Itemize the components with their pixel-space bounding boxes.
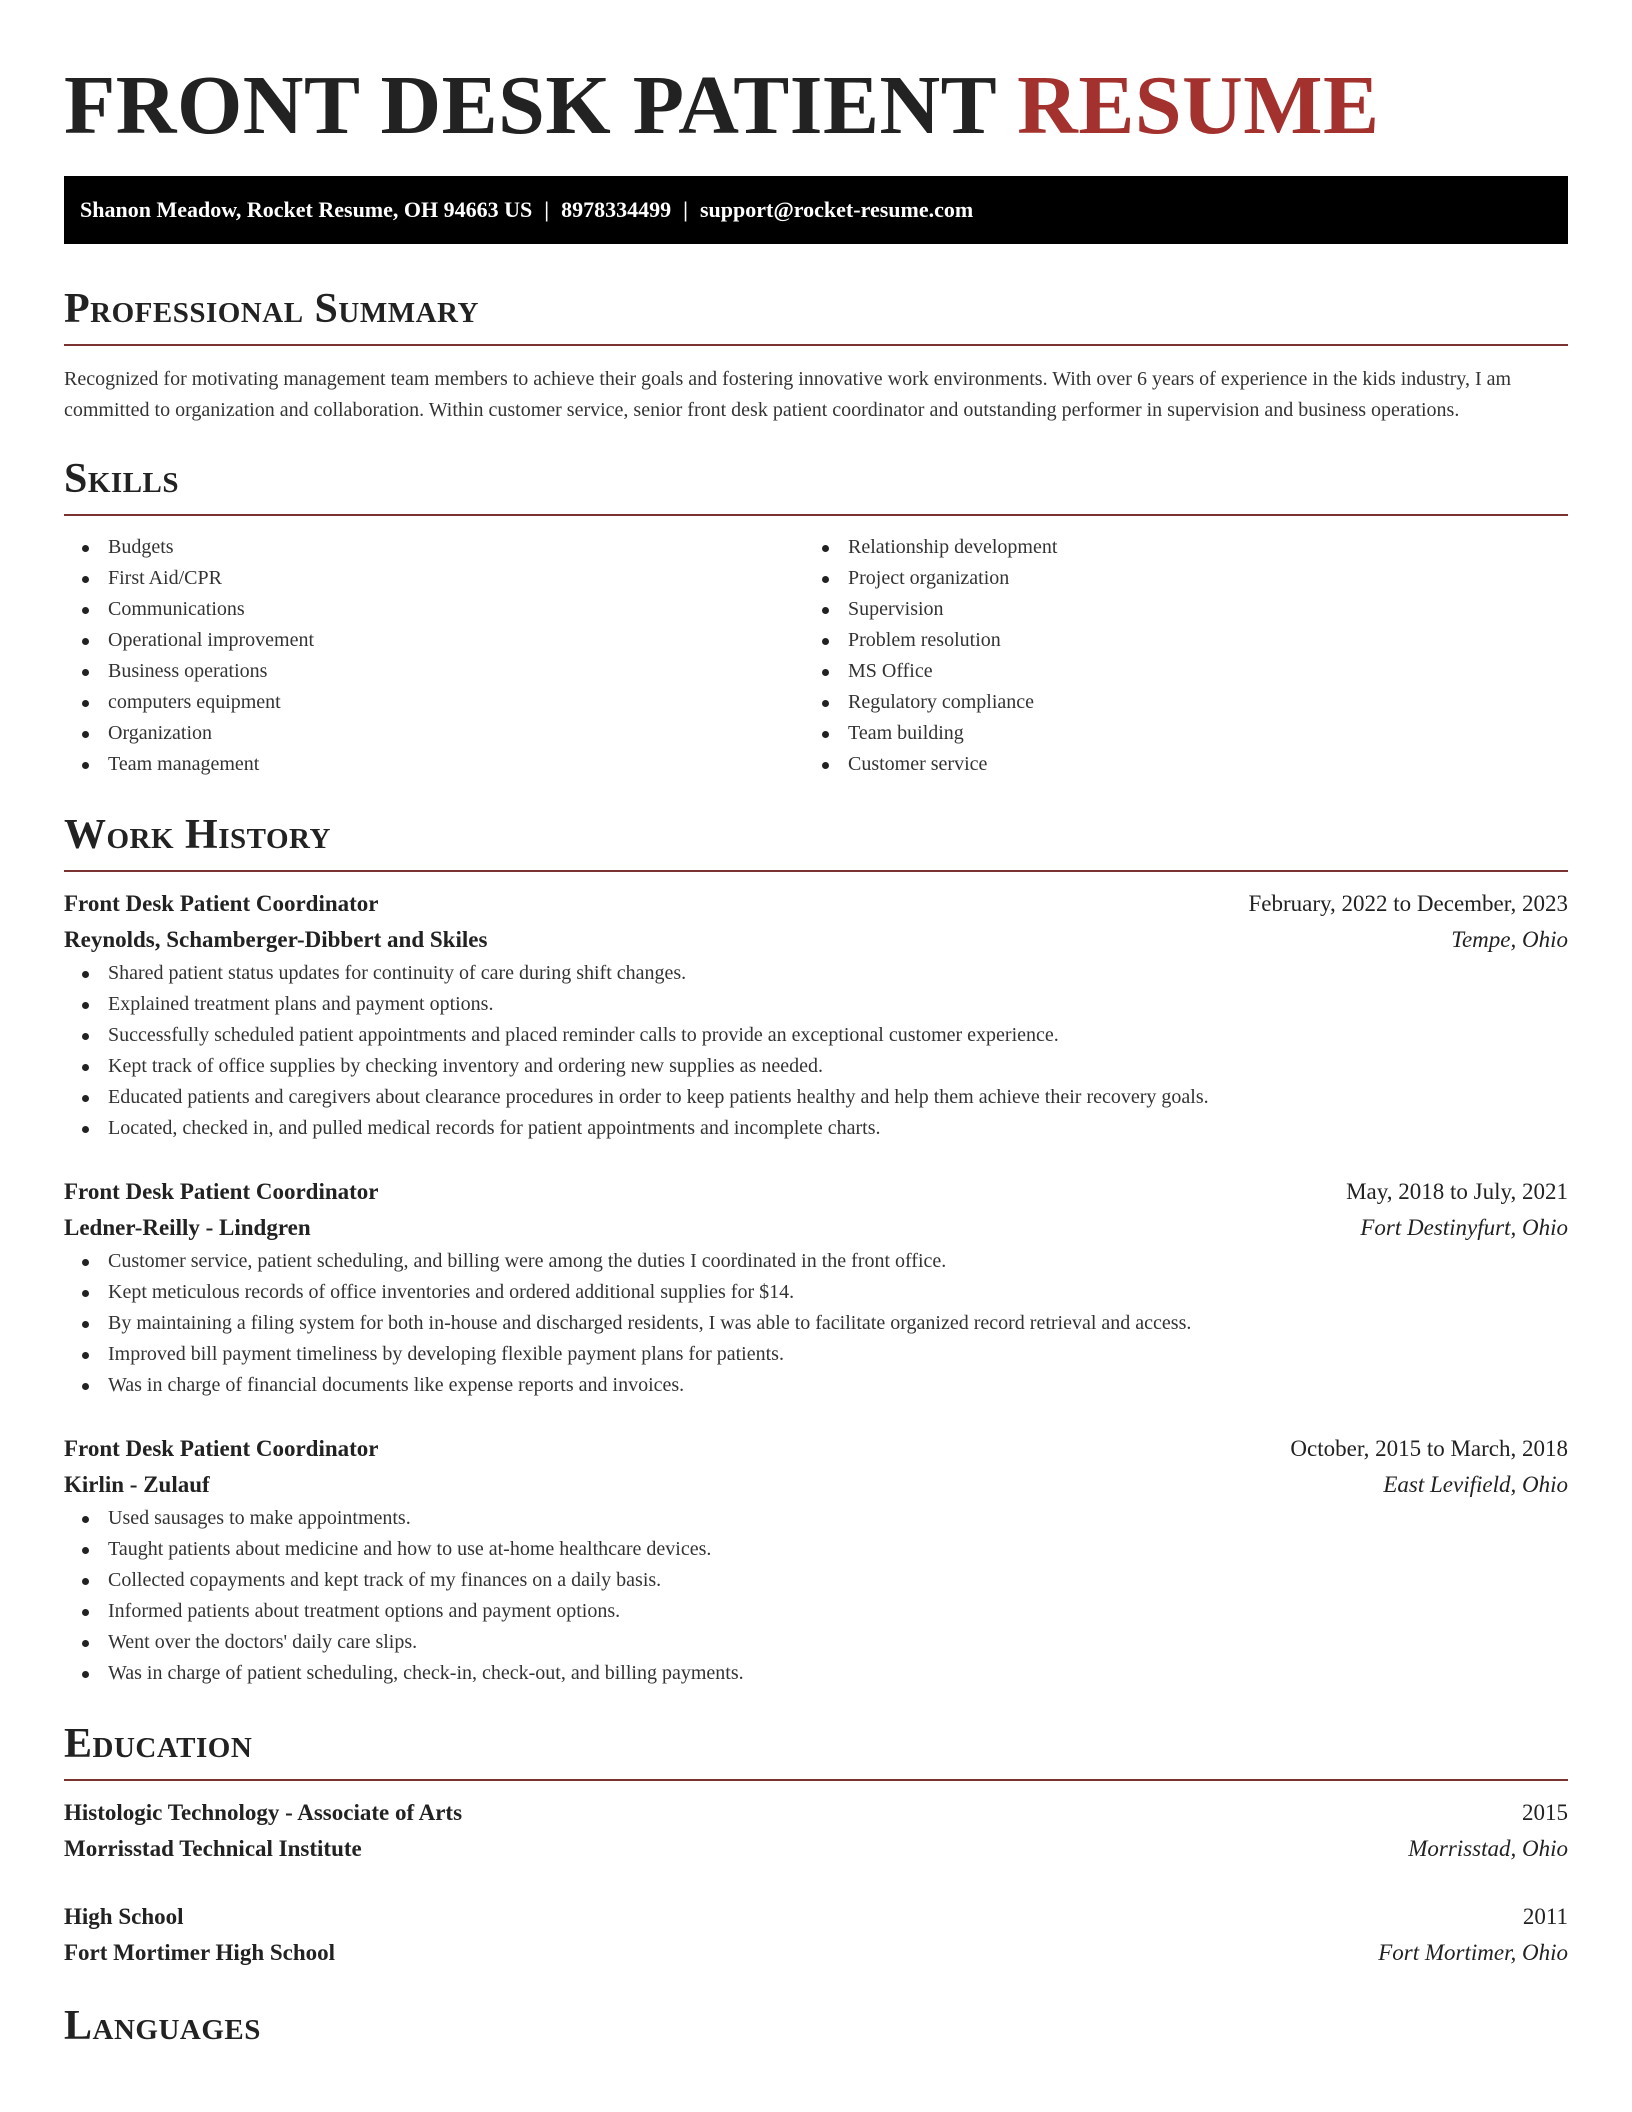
job-duties-list [64, 958, 1568, 1144]
job-dates: October, 2015 to March, 2018 [1290, 1436, 1568, 1461]
summary-text: Recognized for motivating management team members to achieve their goals and fostering innovative work environments. With over 6 years of experience in the kids industry, I am committed to organization and collaboration. Within customer service, senior front desk patient coordinator and outstanding performer in supervision and business operations. [64, 368, 1512, 421]
job-company: Ledner-Reilly - Lindgren [64, 1215, 311, 1240]
job-duty: Successfully scheduled patient appointments and placed reminder calls to provide an exceptional customer experience. [64, 1020, 1568, 1051]
job-entry [64, 886, 1568, 1144]
job-duty: Located, checked in, and pulled medical records for patient appointments and incomplete charts. [64, 1113, 1568, 1144]
education-degree-row [64, 1795, 1568, 1831]
job-location: East Levifield, Ohio [1383, 1472, 1568, 1497]
job-company-row [64, 1210, 1568, 1246]
summary-heading: Professional Summary [64, 286, 479, 332]
job-duty: Kept meticulous records of office inventories and ordered additional supplies for $14. [64, 1277, 1568, 1308]
education-section [64, 1719, 1568, 1971]
education-heading: Education [64, 1721, 253, 1767]
job-duty: Used sausages to make appointments. [64, 1503, 1568, 1534]
skills-list-left [64, 532, 804, 780]
contact-email: support@rocket-resume.com [699, 197, 974, 222]
job-duty: Improved bill payment timeliness by developing flexible payment plans for patients. [64, 1339, 1568, 1370]
job-dates: May, 2018 to July, 2021 [1346, 1179, 1568, 1204]
contact-bar [64, 176, 1568, 244]
education-school-row [64, 1935, 1568, 1971]
job-company: Kirlin - Zulauf [64, 1472, 210, 1497]
job-header-row [64, 1431, 1568, 1467]
skill-item: Budgets [64, 532, 804, 563]
skill-item: Project organization [804, 563, 1544, 594]
work-history-section [64, 810, 1568, 1689]
job-role: Front Desk Patient Coordinator [64, 891, 379, 916]
job-duty: Kept track of office supplies by checking inventory and ordering new supplies as needed. [64, 1051, 1568, 1082]
job-location: Tempe, Ohio [1451, 927, 1568, 952]
education-degree: Histologic Technology - Associate of Arts [64, 1800, 463, 1825]
education-school: Fort Mortimer High School [64, 1940, 336, 1965]
education-location: Fort Mortimer, Ohio [1378, 1940, 1568, 1965]
education-entry [64, 1899, 1568, 1971]
skill-item: MS Office [804, 656, 1544, 687]
skill-item: Operational improvement [64, 625, 804, 656]
section-divider [64, 344, 1568, 346]
job-role: Front Desk Patient Coordinator [64, 1179, 379, 1204]
skill-item: First Aid/CPR [64, 563, 804, 594]
languages-section [64, 2001, 1568, 2051]
resume-title [64, 56, 1568, 156]
job-duties-list [64, 1246, 1568, 1401]
skills-grid [64, 532, 1568, 780]
skill-item: Customer service [804, 749, 1544, 780]
education-school-row [64, 1831, 1568, 1867]
skill-item: Regulatory compliance [804, 687, 1544, 718]
job-duty: Collected copayments and kept track of my finances on a daily basis. [64, 1565, 1568, 1596]
languages-heading: Languages [64, 2003, 261, 2049]
job-duties-list [64, 1503, 1568, 1689]
education-degree-row [64, 1899, 1568, 1935]
job-entry [64, 1174, 1568, 1401]
job-company: Reynolds, Schamberger-Dibbert and Skiles [64, 927, 488, 952]
education-location: Morrisstad, Ohio [1408, 1836, 1568, 1861]
job-duty: Taught patients about medicine and how to use at-home healthcare devices. [64, 1534, 1568, 1565]
job-duty: Explained treatment plans and payment options. [64, 989, 1568, 1020]
education-degree: High School [64, 1904, 184, 1929]
skill-item: Business operations [64, 656, 804, 687]
work-history-heading: Work History [64, 812, 331, 858]
job-duty: Went over the doctors' daily care slips. [64, 1627, 1568, 1658]
job-duty: Customer service, patient scheduling, and billing were among the duties I coordinated in the front office. [64, 1246, 1568, 1277]
education-year: 2011 [1522, 1904, 1568, 1929]
job-duty: Was in charge of financial documents like expense reports and invoices. [64, 1370, 1568, 1401]
job-dates: February, 2022 to December, 2023 [1248, 891, 1568, 916]
section-divider [64, 1779, 1568, 1781]
education-school: Morrisstad Technical Institute [64, 1836, 362, 1861]
contact-separator: | [683, 197, 688, 222]
skill-item: Team building [804, 718, 1544, 749]
skill-item: Communications [64, 594, 804, 625]
job-location: Fort Destinyfurt, Ohio [1360, 1215, 1568, 1240]
skill-item: Problem resolution [804, 625, 1544, 656]
job-company-row [64, 922, 1568, 958]
title-accent: RESUME [1017, 59, 1380, 152]
skill-item: Relationship development [804, 532, 1544, 563]
job-header-row [64, 886, 1568, 922]
skill-item: Organization [64, 718, 804, 749]
skill-item: computers equipment [64, 687, 804, 718]
job-duty: By maintaining a filing system for both in-house and discharged residents, I was able to facilitate organized record retrieval and access. [64, 1308, 1568, 1339]
section-divider [64, 870, 1568, 872]
resume-page [64, 0, 1568, 2051]
title-main: FRONT DESK PATIENT [64, 59, 996, 152]
job-duty: Educated patients and caregivers about clearance procedures in order to keep patients healthy and help them achieve their recovery goals. [64, 1082, 1568, 1113]
education-entry [64, 1795, 1568, 1867]
contact-separator: | [544, 197, 550, 222]
summary-section [64, 284, 1568, 426]
job-entry [64, 1431, 1568, 1689]
skills-heading: Skills [64, 456, 180, 502]
education-year: 2015 [1522, 1800, 1568, 1825]
skill-item: Supervision [804, 594, 1544, 625]
contact-address: Shanon Meadow, Rocket Resume, OH 94663 US [80, 197, 533, 222]
skills-list-right [804, 532, 1544, 780]
skill-item: Team management [64, 749, 804, 780]
job-header-row [64, 1174, 1568, 1210]
job-company-row [64, 1467, 1568, 1503]
section-divider [64, 514, 1568, 516]
job-duty: Shared patient status updates for continuity of care during shift changes. [64, 958, 1568, 989]
contact-phone: 8978334499 [561, 197, 672, 222]
job-duty: Was in charge of patient scheduling, check-in, check-out, and billing payments. [64, 1658, 1568, 1689]
job-duty: Informed patients about treatment options and payment options. [64, 1596, 1568, 1627]
skills-section [64, 454, 1568, 780]
job-role: Front Desk Patient Coordinator [64, 1436, 379, 1461]
